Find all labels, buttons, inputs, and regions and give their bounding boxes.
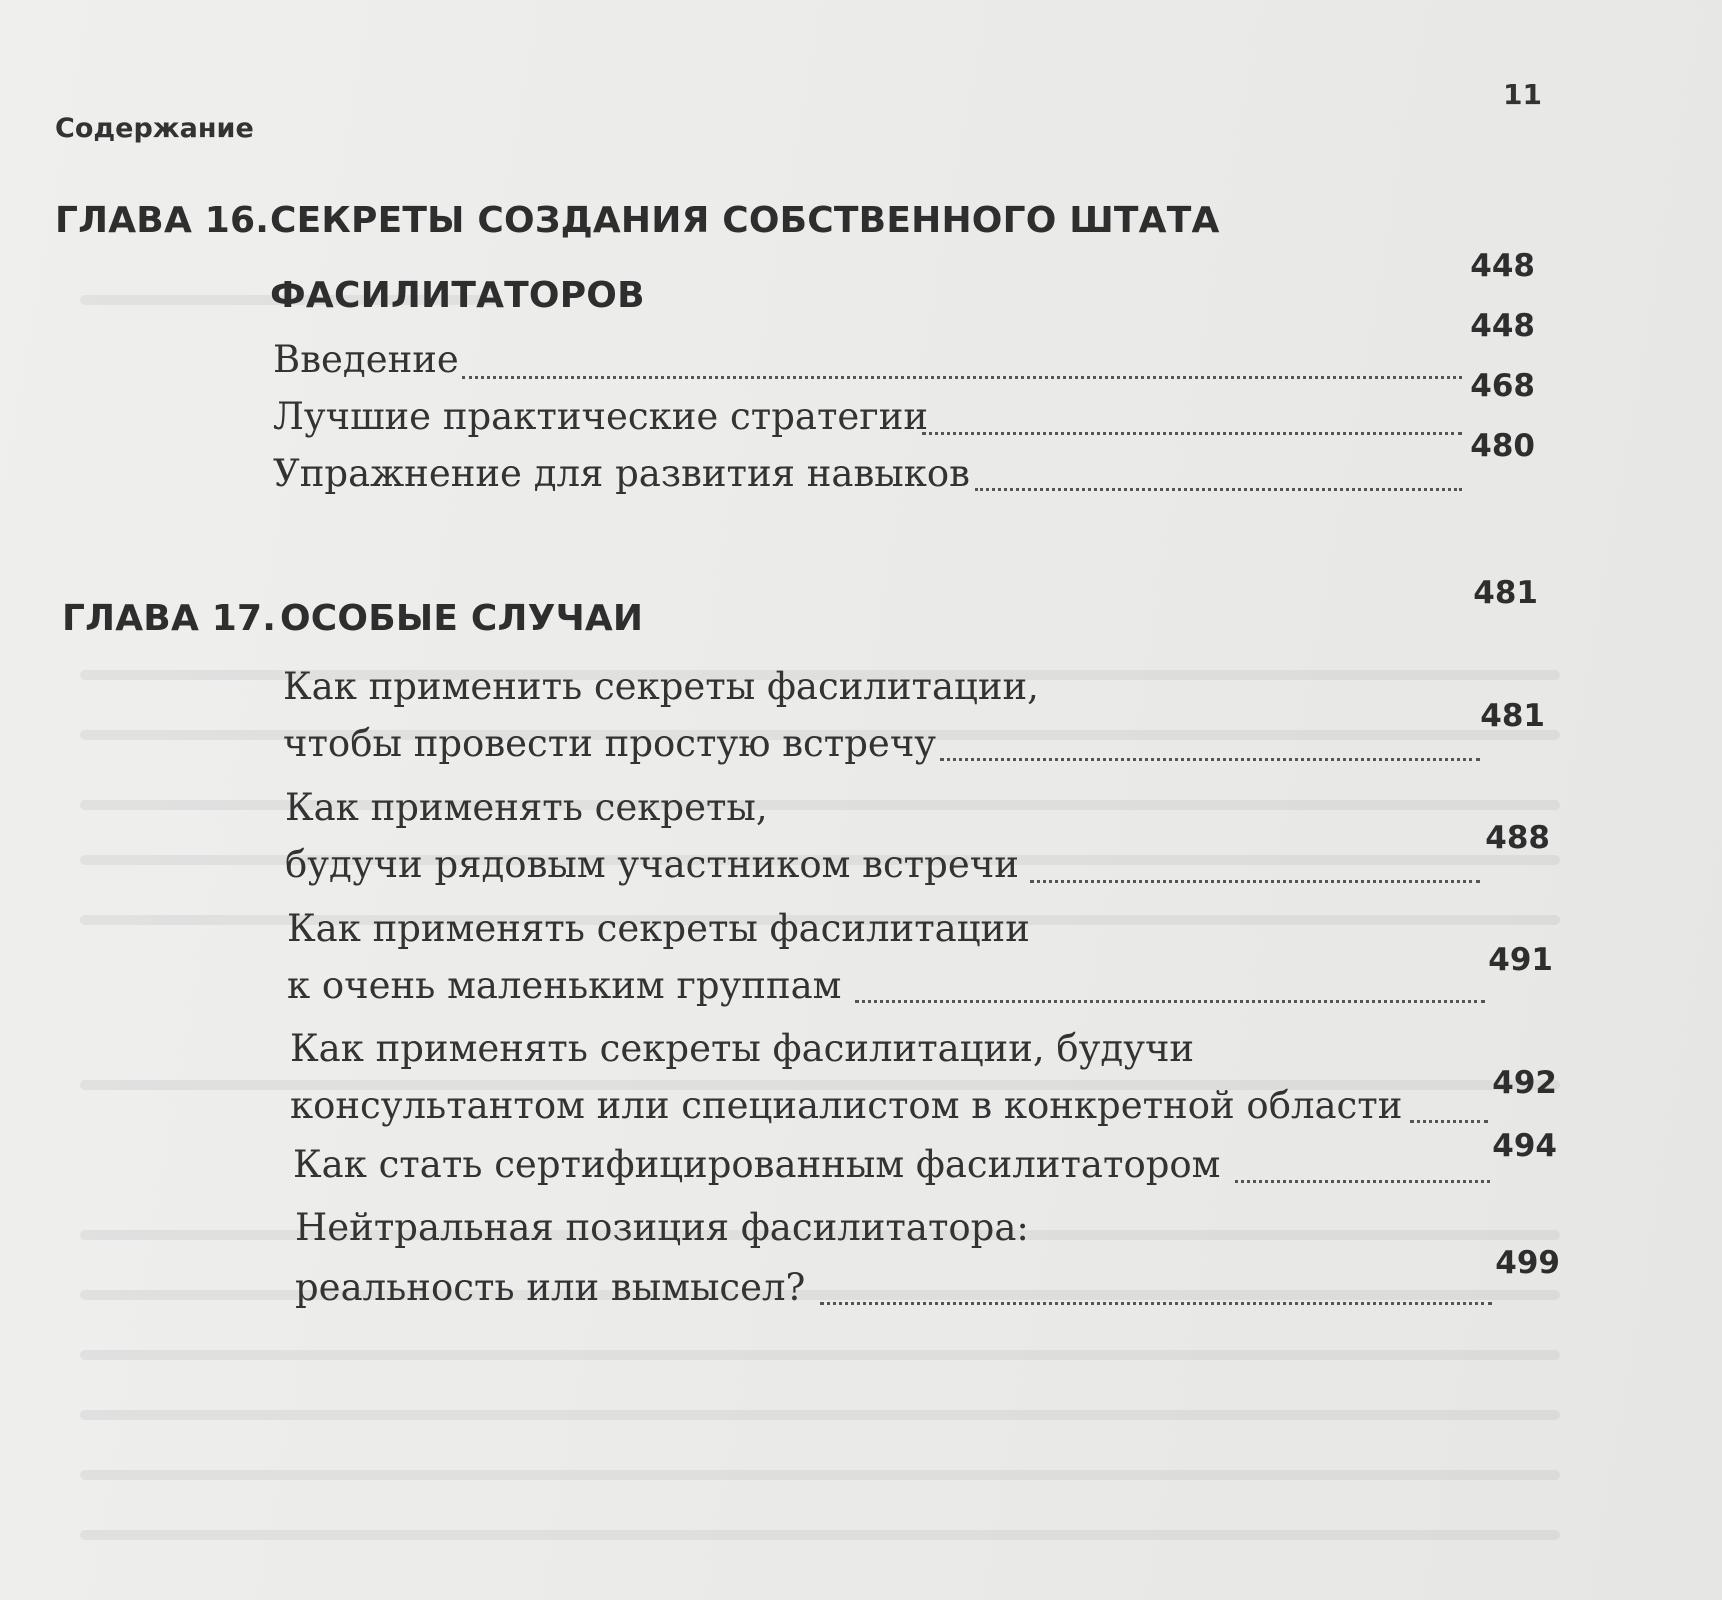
toc-entry-small-groups-line-1: Как применять секреты фасилитации: [287, 907, 1030, 950]
toc-entry-page: 494: [1492, 1128, 1557, 1164]
toc-entry-consultant-line-2: консультантом или специалистом в конкретной области: [290, 1084, 1403, 1127]
chapter-17-title: ОСОБЫЕ СЛУЧАИ: [280, 598, 644, 639]
running-title: Содержание: [55, 113, 254, 144]
bleed-through-line: [80, 1470, 1560, 1480]
dot-leader: [855, 1000, 1485, 1003]
chapter-16-title-line-2: ФАСИЛИТАТОРОВ: [270, 275, 645, 316]
chapter-16-label: ГЛАВА 16.: [55, 200, 270, 241]
toc-entry-small-groups-line-2: к очень маленьким группам: [287, 964, 842, 1007]
dot-leader: [462, 376, 1462, 379]
dot-leader: [1235, 1180, 1490, 1183]
dot-leader: [1030, 880, 1480, 883]
bleed-through-line: [80, 1410, 1560, 1420]
toc-entry-regular-participant-line-1: Как применять секреты,: [285, 786, 768, 829]
toc-entry-page: 468: [1470, 368, 1535, 404]
page-number: 11: [1503, 78, 1542, 111]
toc-entry-page: 448: [1470, 308, 1535, 344]
toc-entry-introduction: Введение: [273, 338, 459, 381]
toc-entry-page: 480: [1470, 428, 1535, 464]
toc-entry-page: 492: [1492, 1065, 1557, 1101]
bleed-through-line: [80, 1350, 1560, 1360]
toc-entry-certified-facilitator: Как стать сертифицированным фасилитатором: [293, 1143, 1221, 1186]
toc-entry-skills-exercise: Упражнение для развития навыков: [273, 452, 970, 495]
toc-entry-simple-meeting-line-2: чтобы провести простую встречу: [283, 722, 937, 765]
toc-entry-page: 481: [1480, 698, 1545, 734]
toc-entry-page: 499: [1495, 1245, 1560, 1281]
toc-entry-consultant-line-1: Как применять секреты фасилитации, будучи: [290, 1027, 1195, 1070]
dot-leader: [975, 488, 1462, 491]
dot-leader: [922, 432, 1462, 435]
dot-leader: [940, 758, 1480, 761]
chapter-16-page: 448: [1470, 248, 1535, 284]
bleed-through-line: [80, 1530, 1560, 1540]
toc-entry-page: 488: [1485, 820, 1550, 856]
toc-entry-simple-meeting-line-1: Как применить секреты фасилитации,: [283, 665, 1039, 708]
dot-leader: [1410, 1120, 1488, 1123]
toc-entry-page: 491: [1488, 942, 1553, 978]
toc-entry-regular-participant-line-2: будучи рядовым участником встречи: [285, 843, 1019, 886]
toc-entry-neutral-position-line-1: Нейтральная позиция фасилитатора:: [295, 1206, 1029, 1249]
toc-entry-neutral-position-line-2: реальность или вымысел?: [295, 1266, 806, 1309]
dot-leader: [820, 1302, 1492, 1305]
chapter-17-label: ГЛАВА 17.: [62, 598, 277, 639]
chapter-16-title-line-1: СЕКРЕТЫ СОЗДАНИЯ СОБСТВЕННОГО ШТАТА: [270, 200, 1220, 241]
toc-entry-best-practices: Лучшие практические стратегии: [273, 395, 929, 438]
chapter-17-page: 481: [1473, 575, 1538, 611]
